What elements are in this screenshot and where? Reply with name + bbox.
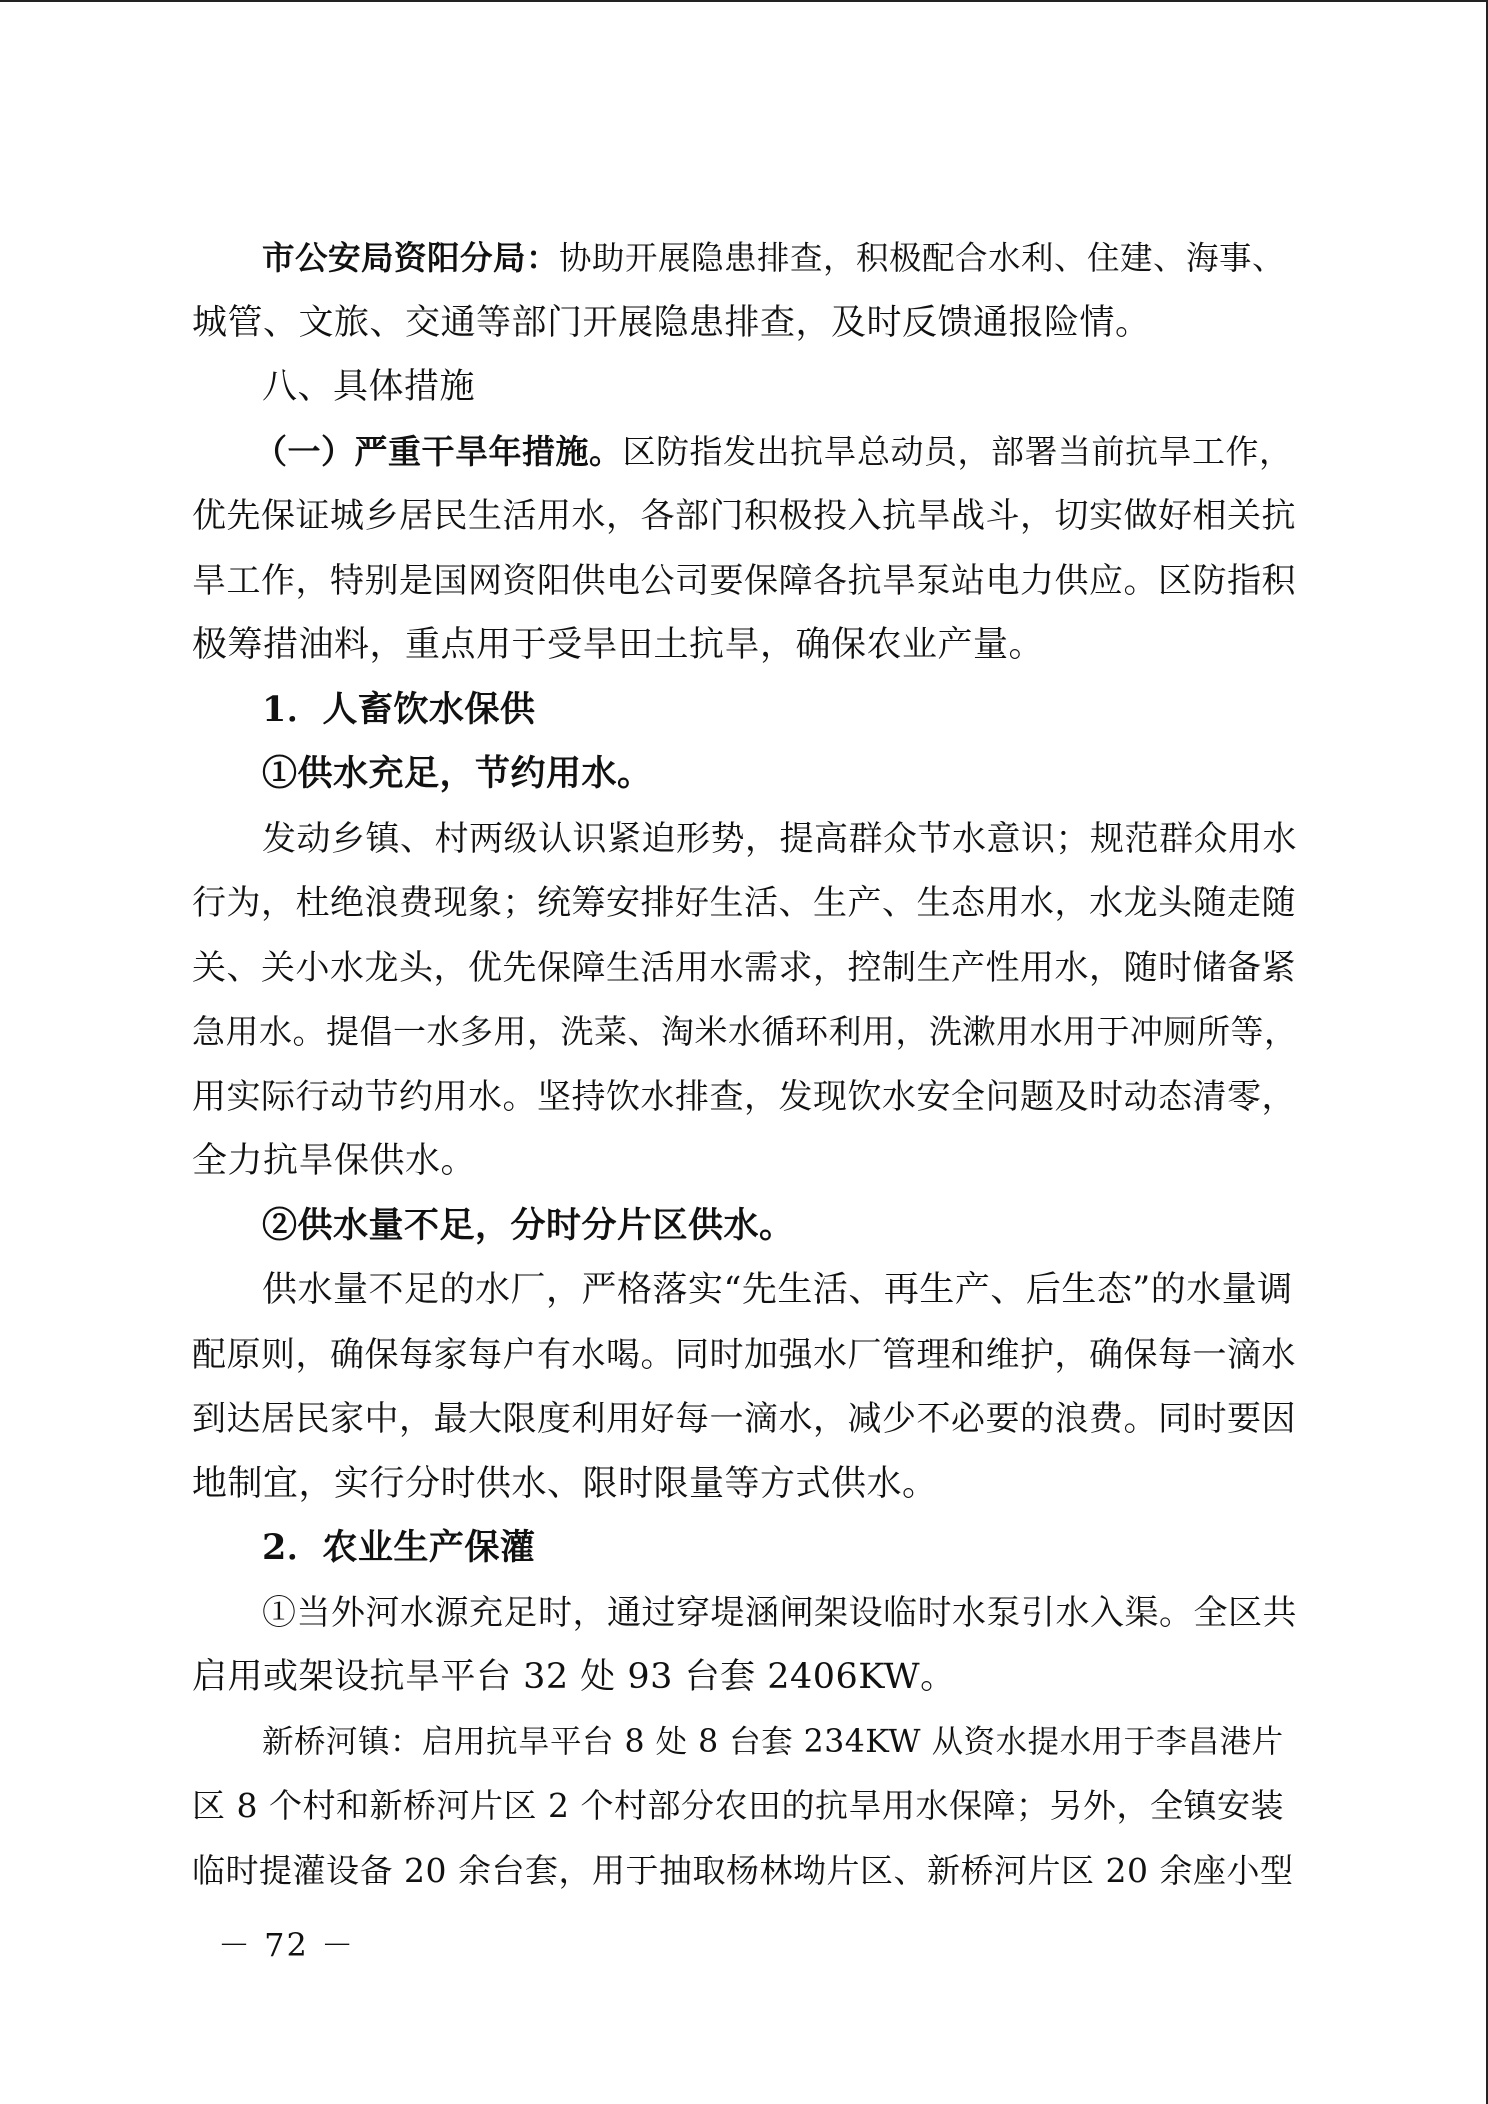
paragraph-text: 城管、文旅、交通等部门开展隐患排查，及时反馈通报险情。 <box>192 302 1151 343</box>
paragraph-text: 急用水。提倡一水多用，洗菜、淘米水循环利用，洗漱用水用于冲厕所等， <box>192 1012 1298 1051</box>
paragraph-line <box>192 549 1298 614</box>
paragraph-line <box>192 1323 1298 1388</box>
paragraph-text: ①当外河水源充足时，通过穿堤涵闸架设临时水泵引水入渠。全区共 <box>262 1592 1297 1633</box>
paragraph-line <box>192 807 1298 872</box>
heading-text: 2．农业生产保灌 <box>262 1527 536 1568</box>
paragraph-text: 配原则，确保每家每户有水喝。同时加强水厂管理和维护，确保每一滴水 <box>192 1334 1296 1375</box>
paragraph-text: 区防指发出抗旱总动员，部署当前抗旱工作， <box>622 431 1293 471</box>
paragraph-text: 协助开展隐患排查，积极配合水利、住建、海事、 <box>559 239 1286 277</box>
paragraph-line <box>192 1258 1298 1323</box>
paragraph-text: 供水量不足的水厂，严格落实“先生活、再生产、后生态”的水量调 <box>262 1270 1293 1310</box>
paragraph-text: 极筹措油料，重点用于受旱田土抗旱，确保农业产量。 <box>192 625 1045 665</box>
section-heading <box>192 355 1298 420</box>
page-number: － 72 － <box>218 1926 356 1964</box>
heading-text: 1．人畜饮水保供 <box>262 688 536 730</box>
paragraph-line <box>192 1129 1298 1194</box>
paragraph-lead: 市公安局资阳分局： <box>262 238 560 277</box>
paragraph-text: 旱工作，特别是国网资阳供电公司要保障各抗旱泵站电力供应。区防指积 <box>192 560 1296 601</box>
item-heading <box>192 1194 1298 1259</box>
paragraph-text: 到达居民家中，最大限度利用好每一滴水，减少不必要的浪费。同时要因 <box>192 1399 1296 1439</box>
paragraph-text: 关、关小水龙头，优先保障生活用水需求，控制生产性用水，随时储备紧 <box>192 947 1296 988</box>
paragraph-text: 全力抗旱保供水。 <box>192 1141 477 1181</box>
paragraph-text: 启用或架设抗旱平台 32 处 93 台套 2406KW。 <box>192 1657 956 1697</box>
paragraph-line <box>192 1581 1298 1646</box>
paragraph-line <box>192 484 1298 549</box>
paragraph-text: 优先保证城乡居民生活用水，各部门积极投入抗旱战斗，切实做好相关抗 <box>192 496 1296 536</box>
item-heading <box>192 742 1298 807</box>
heading-text: ①供水充足，节约用水。 <box>262 753 653 794</box>
paragraph-line <box>192 1000 1298 1065</box>
paragraph-line <box>192 871 1298 936</box>
paragraph-line <box>192 613 1298 678</box>
paragraph-line <box>192 1065 1298 1130</box>
paragraph-line <box>192 1645 1298 1710</box>
heading-text: ②供水量不足，分时分片区供水。 <box>262 1204 795 1246</box>
paragraph-text: 行为，杜绝浪费现象；统筹安排好生活、生产、生态用水，水龙头随走随 <box>192 883 1296 923</box>
paragraph-line <box>192 420 1298 485</box>
paragraph-text: 临时提灌设备 20 余台套，用于抽取杨林坳片区、新桥河片区 20 余座小型 <box>192 1850 1294 1890</box>
document-body <box>192 226 1298 1903</box>
subsection-heading <box>192 1516 1298 1581</box>
paragraph-line <box>192 1387 1298 1452</box>
paragraph-line <box>192 1710 1298 1775</box>
paragraph-text: 发动乡镇、村两级认识紧迫形势，提高群众节水意识；规范群众用水 <box>262 818 1297 859</box>
paragraph-line <box>192 1774 1298 1839</box>
paragraph-line <box>192 936 1298 1001</box>
paragraph-text: 地制宜，实行分时供水、限时限量等方式供水。 <box>192 1463 938 1504</box>
paragraph-line <box>192 1839 1298 1904</box>
paragraph-line <box>192 291 1298 356</box>
heading-text: 八、具体措施 <box>262 367 476 407</box>
paragraph-text: 用实际行动节约用水。坚持饮水排查，发现饮水安全问题及时动态清零， <box>192 1076 1296 1117</box>
paragraph-text: 新桥河镇：启用抗旱平台 8 处 8 台套 234KW 从资水提水用于李昌港片 <box>262 1723 1284 1760</box>
paragraph-text: 区 8 个村和新桥河片区 2 个村部分农田的抗旱用水保障；另外，全镇安装 <box>192 1786 1284 1825</box>
page-top-edge <box>0 0 1488 2</box>
paragraph-line <box>192 226 1298 291</box>
subsection-heading <box>192 678 1298 743</box>
paragraph-line <box>192 1452 1298 1517</box>
paragraph-lead: （一）严重干旱年措施。 <box>254 431 623 471</box>
